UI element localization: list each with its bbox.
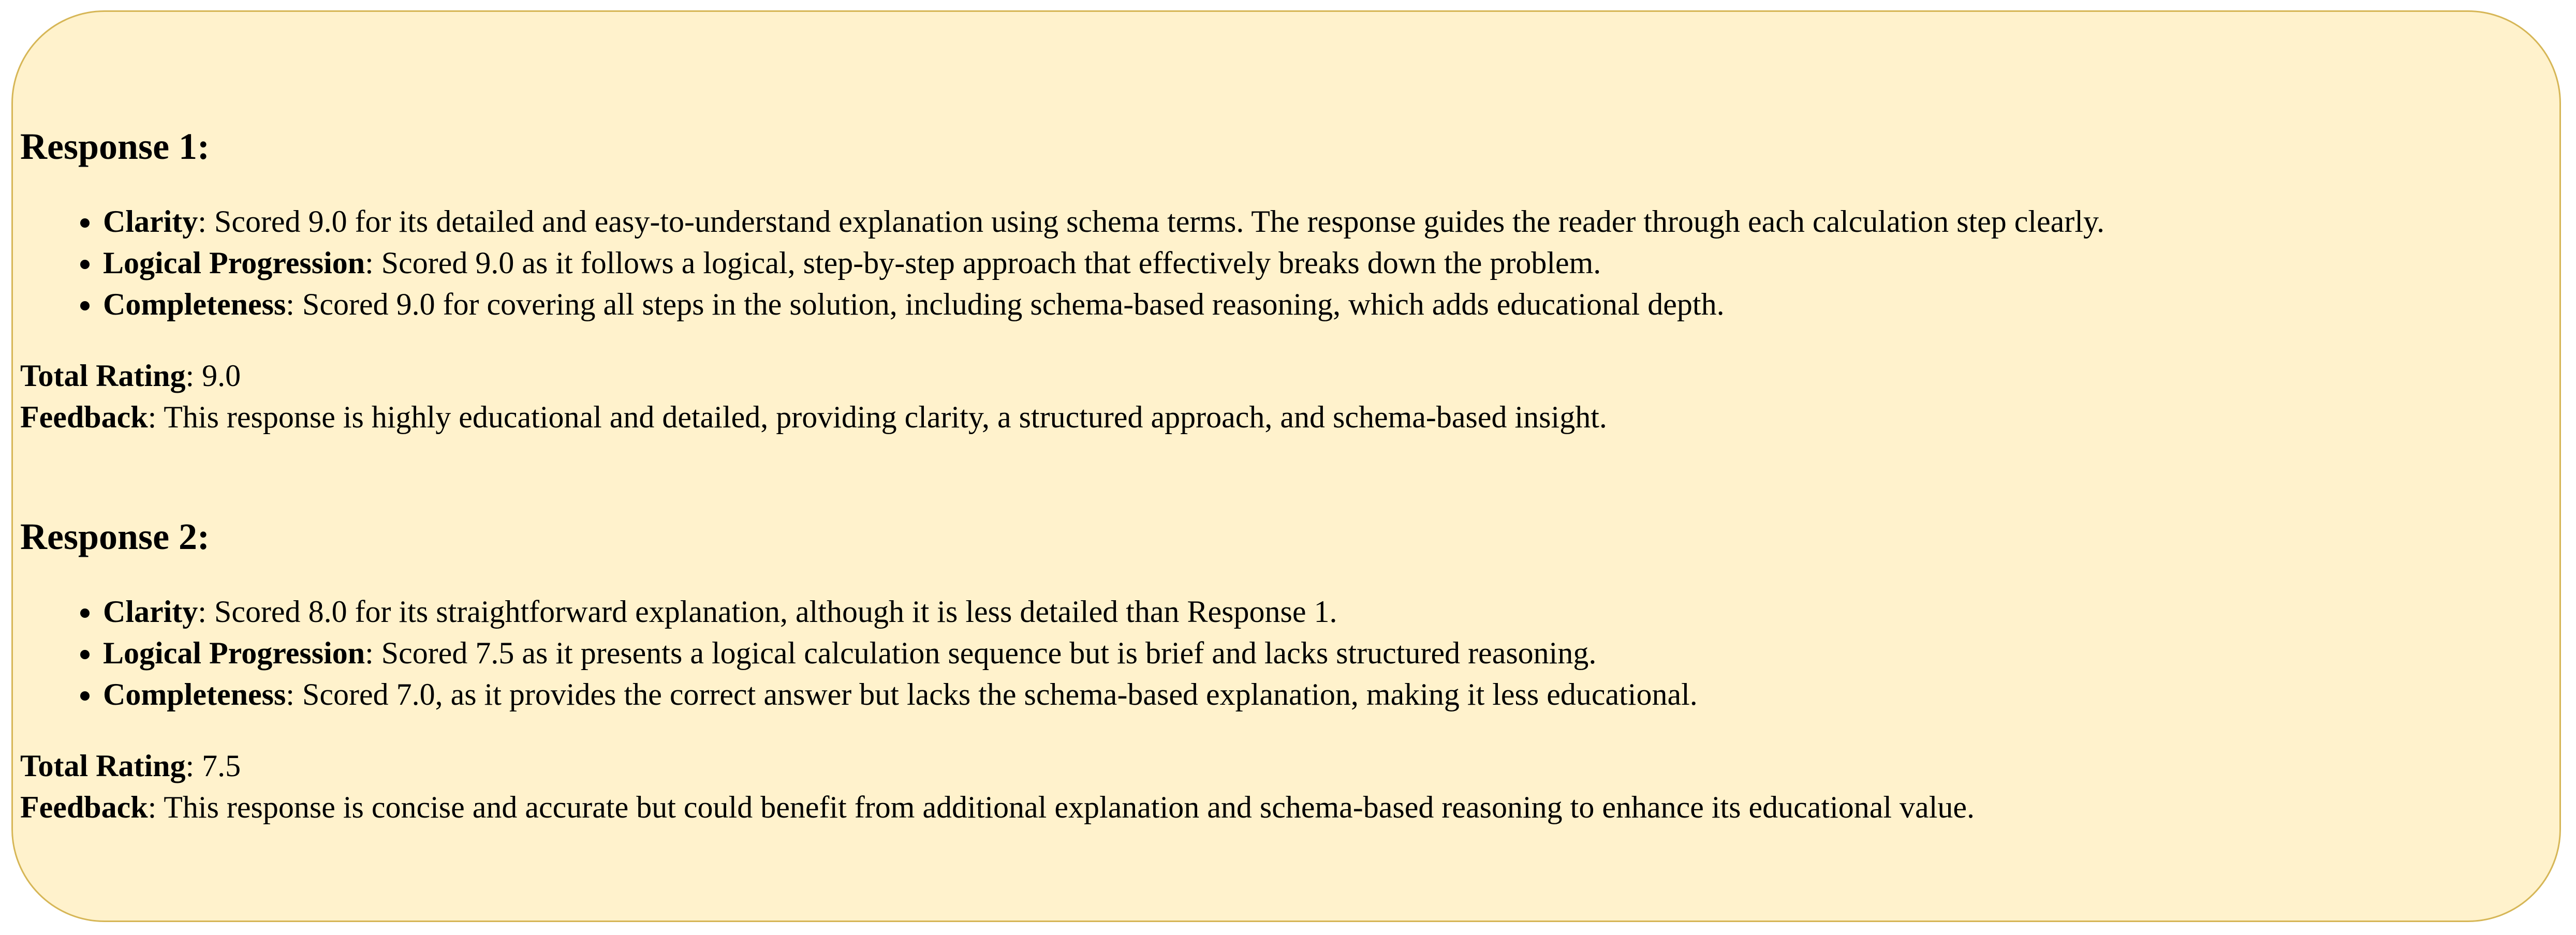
criterion-text: : Scored 9.0 as it follows a logical, step-by-step approach that effectively breaks down the problem. [365, 246, 1601, 280]
total-rating-value: : 9.0 [185, 359, 241, 393]
criterion-label: Completeness [103, 677, 286, 711]
feedback [20, 786, 2556, 828]
response-1-section [20, 118, 2556, 438]
criterion-label: Completeness [103, 287, 286, 321]
total-rating-label: Total Rating [20, 749, 186, 783]
criterion-label: Clarity [103, 595, 198, 629]
criterion-clarity [102, 201, 2556, 242]
evaluation-panel [11, 10, 2561, 922]
criterion-completeness [102, 284, 2556, 325]
evaluation-content [20, 118, 2556, 828]
response-2-title: Response 2: [20, 516, 210, 557]
feedback-text: : This response is concise and accurate but could benefit from additional explanation and schema-based reasoning to enhance its educational value. [148, 790, 1975, 824]
criterion-text: : Scored 9.0 for covering all steps in the solution, including schema-based reasoning, which adds educational depth. [286, 287, 1725, 321]
total-rating-value: : 7.5 [185, 749, 241, 783]
section-spacer [20, 438, 2556, 508]
criterion-text: : Scored 9.0 for its detailed and easy-to-understand explanation using schema terms. The response guides the reader through each calculation step clearly. [198, 204, 2105, 239]
response-1-title: Response 1: [20, 126, 210, 167]
criterion-clarity [102, 591, 2556, 632]
criterion-logical-progression [102, 632, 2556, 674]
response-1-criteria-list [20, 201, 2556, 325]
response-2-criteria-list [20, 591, 2556, 715]
criterion-logical-progression [102, 242, 2556, 284]
response-2-section [20, 508, 2556, 828]
feedback-text: : This response is highly educational and detailed, providing clarity, a structured approach, and schema-based insight. [148, 400, 1607, 434]
criterion-label: Logical Progression [103, 246, 365, 280]
criterion-text: : Scored 7.5 as it presents a logical calculation sequence but is brief and lacks structured reasoning. [365, 636, 1597, 670]
response-2-summary [20, 745, 2556, 828]
criterion-completeness [102, 674, 2556, 715]
criterion-label: Logical Progression [103, 636, 365, 670]
criterion-text: : Scored 8.0 for its straightforward explanation, although it is less detailed than Response 1. [198, 595, 1337, 629]
response-1-summary [20, 355, 2556, 438]
criterion-label: Clarity [103, 204, 198, 239]
total-rating-label: Total Rating [20, 359, 186, 393]
feedback [20, 396, 2556, 438]
criterion-text: : Scored 7.0, as it provides the correct answer but lacks the schema-based explanation, making it less educational. [286, 677, 1698, 711]
feedback-label: Feedback [20, 400, 148, 434]
total-rating [20, 355, 2556, 396]
feedback-label: Feedback [20, 790, 148, 824]
total-rating [20, 745, 2556, 786]
